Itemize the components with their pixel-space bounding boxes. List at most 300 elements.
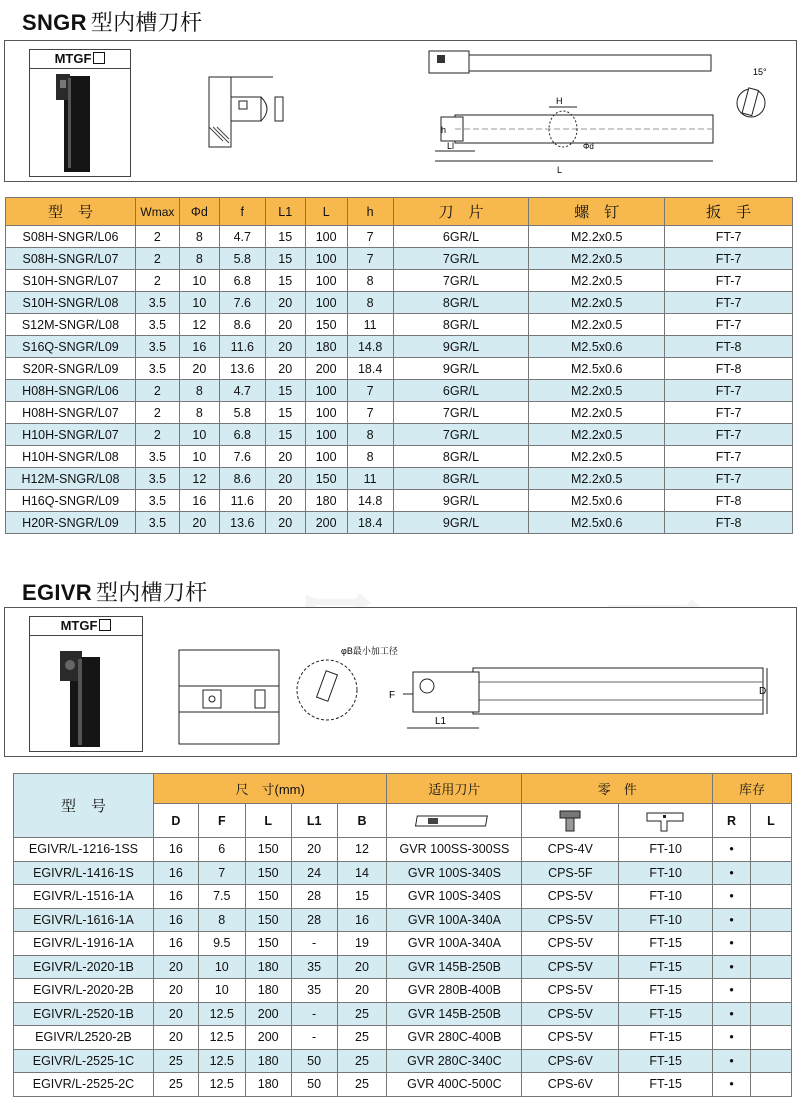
table-cell: - <box>291 1002 337 1026</box>
col-header-stock: 库存 <box>713 774 792 804</box>
table-cell: 15 <box>337 885 387 909</box>
table-cell: EGIVR/L-1516-1A <box>14 885 154 909</box>
table-cell: 20 <box>265 292 305 314</box>
stock-l-cell <box>751 1049 792 1073</box>
table-cell: H20R-SNGR/L09 <box>6 512 136 534</box>
table-cell: 180 <box>245 1073 291 1097</box>
table-cell: M2.2x0.5 <box>529 292 665 314</box>
section1-dim-phid: Φd <box>583 142 594 151</box>
col-header: h <box>347 198 393 226</box>
col-header-dims: 尺 寸(mm) <box>153 774 387 804</box>
table-cell: 10 <box>179 446 219 468</box>
table-cell: 20 <box>337 979 387 1003</box>
table-cell: EGIVR/L-2020-2B <box>14 979 154 1003</box>
table-cell: 8 <box>179 402 219 424</box>
table-cell: FT-8 <box>665 336 793 358</box>
stock-l-cell <box>751 955 792 979</box>
table-cell: CPS-5V <box>522 885 619 909</box>
table-cell: GVR 280C-400B <box>387 1026 522 1050</box>
stock-r-mark: • <box>713 932 751 956</box>
stock-l-cell <box>751 932 792 956</box>
table-cell: 20 <box>153 979 198 1003</box>
table-cell: 15 <box>265 248 305 270</box>
table-cell: 9GR/L <box>393 358 529 380</box>
table-cell: EGIVR/L-2520-1B <box>14 1002 154 1026</box>
table-cell: 8GR/L <box>393 468 529 490</box>
table-cell: 16 <box>153 885 198 909</box>
table-cell: M2.2x0.5 <box>529 468 665 490</box>
table-cell: 2 <box>135 226 179 248</box>
table-cell: FT-7 <box>665 380 793 402</box>
table-cell: 16 <box>337 908 387 932</box>
table-cell: 18.4 <box>347 512 393 534</box>
stock-r-mark: • <box>713 908 751 932</box>
table-cell: H10H-SNGR/L07 <box>6 424 136 446</box>
table-cell: 25 <box>337 1026 387 1050</box>
table-cell: 200 <box>305 512 347 534</box>
table-cell: 150 <box>245 885 291 909</box>
table-cell: H12M-SNGR/L08 <box>6 468 136 490</box>
table-cell: 2 <box>135 270 179 292</box>
col-header-model: 型 号 <box>14 774 154 838</box>
table-cell: 7GR/L <box>393 402 529 424</box>
table-cell: 6GR/L <box>393 226 529 248</box>
table-cell: 20 <box>265 358 305 380</box>
table-row <box>14 908 792 932</box>
stock-l-cell <box>751 861 792 885</box>
table-cell: 12 <box>337 838 387 862</box>
table-cell: 24 <box>291 861 337 885</box>
table-cell: M2.5x0.6 <box>529 512 665 534</box>
stock-l-cell <box>751 885 792 909</box>
table-cell: CPS-5V <box>522 908 619 932</box>
table-cell: 7 <box>347 226 393 248</box>
table-cell: 35 <box>291 955 337 979</box>
stock-r-mark: • <box>713 1073 751 1097</box>
table-cell: 6.8 <box>219 424 265 446</box>
table-cell: 3.5 <box>135 292 179 314</box>
table-cell: 19 <box>337 932 387 956</box>
table-cell: 7GR/L <box>393 424 529 446</box>
table-row <box>14 838 792 862</box>
table-cell: S08H-SNGR/L06 <box>6 226 136 248</box>
table-cell: FT-8 <box>665 490 793 512</box>
table-cell: H16Q-SNGR/L09 <box>6 490 136 512</box>
table-cell: FT-7 <box>665 292 793 314</box>
section2-figure-panel <box>4 607 797 757</box>
table-cell: 7.5 <box>198 885 245 909</box>
table-cell: 3.5 <box>135 358 179 380</box>
table-cell: 50 <box>291 1073 337 1097</box>
table-row <box>14 1073 792 1097</box>
table-row <box>14 955 792 979</box>
table-cell: 11.6 <box>219 336 265 358</box>
table-cell: FT-15 <box>619 1026 713 1050</box>
sub-col-header: B <box>337 804 387 838</box>
table-cell: 12.5 <box>198 1002 245 1026</box>
table-cell: FT-15 <box>619 932 713 956</box>
table-cell: 13.6 <box>219 512 265 534</box>
table-row <box>6 512 793 534</box>
col-header-parts: 零 件 <box>522 774 713 804</box>
table-cell: EGIVR/L-1916-1A <box>14 932 154 956</box>
table-cell: 13.6 <box>219 358 265 380</box>
section1-title-code: SNGR <box>22 10 87 35</box>
table-cell: M2.2x0.5 <box>529 248 665 270</box>
table-cell: 8.6 <box>219 468 265 490</box>
table-cell: CPS-5V <box>522 932 619 956</box>
table-cell: 8GR/L <box>393 292 529 314</box>
sub-col-header: F <box>198 804 245 838</box>
table-row <box>14 1026 792 1050</box>
section1-dim-h: h <box>441 125 447 135</box>
table-cell: GVR 145B-250B <box>387 1002 522 1026</box>
table-cell: 2 <box>135 248 179 270</box>
table-row <box>14 1002 792 1026</box>
table-cell: 180 <box>245 1049 291 1073</box>
stock-l-cell <box>751 908 792 932</box>
table-cell: 7 <box>198 861 245 885</box>
table-cell: 2 <box>135 402 179 424</box>
table-row <box>6 402 793 424</box>
table-cell: 9GR/L <box>393 490 529 512</box>
table-cell: 3.5 <box>135 512 179 534</box>
table-cell: 100 <box>305 446 347 468</box>
table-cell: EGIVR/L-2525-1C <box>14 1049 154 1073</box>
stock-r-mark: • <box>713 861 751 885</box>
table-cell: FT-7 <box>665 226 793 248</box>
table-cell: CPS-4V <box>522 838 619 862</box>
section1-figure-panel <box>4 40 797 182</box>
col-header: 型 号 <box>6 198 136 226</box>
stock-l-cell <box>751 1002 792 1026</box>
table-cell: 8 <box>179 248 219 270</box>
stock-r-mark: • <box>713 955 751 979</box>
stock-l-cell <box>751 979 792 1003</box>
table-cell: 8 <box>347 446 393 468</box>
table-cell: M2.2x0.5 <box>529 270 665 292</box>
col-header: 扳 手 <box>665 198 793 226</box>
section1-header-row <box>6 198 793 226</box>
table-cell: FT-10 <box>619 861 713 885</box>
table-cell: FT-10 <box>619 838 713 862</box>
table-cell: 7GR/L <box>393 270 529 292</box>
section1-tool-photo <box>29 49 131 177</box>
table-cell: 25 <box>153 1073 198 1097</box>
table-row <box>14 1049 792 1073</box>
table-cell: 3.5 <box>135 490 179 512</box>
table-cell: 4.7 <box>219 380 265 402</box>
table-cell: 20 <box>153 1002 198 1026</box>
sub-col-header: D <box>153 804 198 838</box>
table-cell: 180 <box>245 955 291 979</box>
table-cell: 9GR/L <box>393 512 529 534</box>
sub-col-header: L <box>245 804 291 838</box>
col-header: L1 <box>265 198 305 226</box>
table-cell: 20 <box>179 512 219 534</box>
table-cell: 180 <box>245 979 291 1003</box>
table-cell: 9.5 <box>198 932 245 956</box>
section2-spec-table <box>13 773 792 1097</box>
table-cell: 150 <box>245 932 291 956</box>
table-cell: 3.5 <box>135 446 179 468</box>
table-cell: 15 <box>265 270 305 292</box>
table-cell: FT-7 <box>665 402 793 424</box>
table-row <box>6 314 793 336</box>
table-cell: CPS-6V <box>522 1073 619 1097</box>
section2-title-code: EGIVR <box>22 580 92 605</box>
col-header: 刀 片 <box>393 198 529 226</box>
section2-dim-phiB: φB最小加工径 <box>341 646 398 656</box>
table-cell: FT-7 <box>665 446 793 468</box>
table-cell: 100 <box>305 402 347 424</box>
section1-tool-photo-drawing <box>30 70 130 176</box>
table-cell: FT-15 <box>619 1002 713 1026</box>
table-cell: 15 <box>265 380 305 402</box>
table-cell: FT-7 <box>665 468 793 490</box>
table-cell: 14.8 <box>347 336 393 358</box>
table-cell: FT-15 <box>619 1049 713 1073</box>
section2-side-view-diagram <box>383 648 773 768</box>
table-cell: 20 <box>265 512 305 534</box>
table-cell: 12.5 <box>198 1049 245 1073</box>
table-row <box>14 979 792 1003</box>
table-cell: 28 <box>291 885 337 909</box>
table-cell: 8 <box>347 292 393 314</box>
table-row <box>6 380 793 402</box>
table-cell: 28 <box>291 908 337 932</box>
sub-col-header: L <box>751 804 792 838</box>
table-cell: 20 <box>153 1026 198 1050</box>
table-cell: EGIVR/L-2020-1B <box>14 955 154 979</box>
table-cell: 180 <box>305 336 347 358</box>
table-cell: 8GR/L <box>393 314 529 336</box>
table-cell: M2.2x0.5 <box>529 226 665 248</box>
section2-groove-diagram <box>177 646 287 746</box>
table-cell: 50 <box>291 1049 337 1073</box>
table-cell: - <box>291 932 337 956</box>
table-cell: FT-7 <box>665 424 793 446</box>
section1-side-view-diagram <box>415 41 715 181</box>
section2-dim-F: F <box>389 690 396 701</box>
table-cell: FT-8 <box>665 358 793 380</box>
table-cell: GVR 100A-340A <box>387 908 522 932</box>
table-cell: 200 <box>305 358 347 380</box>
stock-r-mark: • <box>713 1002 751 1026</box>
table-cell: 100 <box>305 292 347 314</box>
table-cell: 10 <box>179 292 219 314</box>
table-cell: 8 <box>347 270 393 292</box>
table-cell: 14 <box>337 861 387 885</box>
table-cell: 12 <box>179 314 219 336</box>
table-cell: 15 <box>265 424 305 446</box>
table-cell: M2.5x0.6 <box>529 336 665 358</box>
table-cell: 6GR/L <box>393 380 529 402</box>
table-cell: FT-7 <box>665 270 793 292</box>
table-cell: FT-7 <box>665 314 793 336</box>
section1-title <box>22 6 202 37</box>
table-cell: M2.2x0.5 <box>529 402 665 424</box>
table-cell: 7.6 <box>219 446 265 468</box>
screw-icon <box>522 804 619 838</box>
table-cell: 20 <box>291 838 337 862</box>
insert-icon <box>387 804 522 838</box>
table-cell: CPS-5V <box>522 979 619 1003</box>
section2-table-body <box>14 838 792 1097</box>
table-row <box>6 424 793 446</box>
table-cell: H10H-SNGR/L08 <box>6 446 136 468</box>
table-row <box>6 336 793 358</box>
table-cell: 4.7 <box>219 226 265 248</box>
table-cell: 9GR/L <box>393 336 529 358</box>
table-cell: 25 <box>337 1002 387 1026</box>
table-cell: CPS-5F <box>522 861 619 885</box>
table-cell: 6.8 <box>219 270 265 292</box>
table-cell: 150 <box>305 468 347 490</box>
table-cell: 200 <box>245 1026 291 1050</box>
table-cell: 8 <box>179 380 219 402</box>
sub-col-header: R <box>713 804 751 838</box>
table-cell: S10H-SNGR/L08 <box>6 292 136 314</box>
table-row <box>6 446 793 468</box>
table-cell: 150 <box>305 314 347 336</box>
table-cell: FT-15 <box>619 955 713 979</box>
table-cell: 10 <box>179 424 219 446</box>
table-cell: CPS-5V <box>522 1002 619 1026</box>
table-cell: 5.8 <box>219 402 265 424</box>
table-cell: 11.6 <box>219 490 265 512</box>
table-cell: 20 <box>179 358 219 380</box>
table-cell: 20 <box>265 314 305 336</box>
table-cell: CPS-5V <box>522 955 619 979</box>
table-cell: GVR 145B-250B <box>387 955 522 979</box>
table-cell: 5.8 <box>219 248 265 270</box>
table-cell: GVR 100S-340S <box>387 861 522 885</box>
table-cell: CPS-6V <box>522 1049 619 1073</box>
stock-l-cell <box>751 838 792 862</box>
table-row <box>14 861 792 885</box>
table-cell: H08H-SNGR/L06 <box>6 380 136 402</box>
table-cell: 100 <box>305 424 347 446</box>
section1-dim-angle: 15° <box>753 67 767 77</box>
table-row <box>6 270 793 292</box>
table-row <box>6 490 793 512</box>
section1-dim-H: H <box>556 96 563 106</box>
table-cell: 3.5 <box>135 314 179 336</box>
table-cell: 20 <box>337 955 387 979</box>
table-cell: 180 <box>305 490 347 512</box>
table-cell: 100 <box>305 270 347 292</box>
section2-tool-photo-drawing <box>30 637 142 751</box>
table-cell: 3.5 <box>135 468 179 490</box>
table-cell: 10 <box>198 979 245 1003</box>
table-row <box>6 248 793 270</box>
table-cell: 100 <box>305 226 347 248</box>
table-cell: 100 <box>305 380 347 402</box>
table-cell: S08H-SNGR/L07 <box>6 248 136 270</box>
table-cell: 150 <box>245 908 291 932</box>
table-cell: M2.5x0.6 <box>529 490 665 512</box>
section2-tool-photo <box>29 616 143 752</box>
col-header: f <box>219 198 265 226</box>
table-cell: 25 <box>337 1049 387 1073</box>
section2-title <box>22 576 207 607</box>
stock-r-mark: • <box>713 1049 751 1073</box>
table-row <box>6 292 793 314</box>
table-cell: 11 <box>347 468 393 490</box>
table-cell: 6 <box>198 838 245 862</box>
table-cell: 8 <box>198 908 245 932</box>
table-cell: FT-8 <box>665 512 793 534</box>
table-cell: 16 <box>153 861 198 885</box>
table-cell: 15 <box>265 402 305 424</box>
table-cell: 8 <box>347 424 393 446</box>
table-cell: GVR 100SS-300SS <box>387 838 522 862</box>
table-cell: H08H-SNGR/L07 <box>6 402 136 424</box>
col-header: 螺 钉 <box>529 198 665 226</box>
table-cell: 16 <box>153 908 198 932</box>
table-row <box>6 226 793 248</box>
table-cell: 7 <box>347 248 393 270</box>
table-cell: 7GR/L <box>393 248 529 270</box>
table-cell: 20 <box>265 468 305 490</box>
wrench-icon <box>619 804 713 838</box>
table-cell: 7.6 <box>219 292 265 314</box>
table-cell: 100 <box>305 248 347 270</box>
table-row <box>14 932 792 956</box>
table-cell: GVR 280B-400B <box>387 979 522 1003</box>
section2-thumb-label: MTGF <box>30 617 142 636</box>
section1-groove-diagram <box>203 71 293 161</box>
table-cell: 8.6 <box>219 314 265 336</box>
table-cell: 200 <box>245 1002 291 1026</box>
table-cell: 150 <box>245 861 291 885</box>
table-cell: GVR 400C-500C <box>387 1073 522 1097</box>
section2-title-cn: 型内槽刀杆 <box>95 580 208 605</box>
table-row <box>14 885 792 909</box>
col-header: L <box>305 198 347 226</box>
section1-thumb-label: MTGF <box>30 50 130 69</box>
table-cell: M2.2x0.5 <box>529 380 665 402</box>
table-cell: 10 <box>179 270 219 292</box>
table-cell: M2.2x0.5 <box>529 314 665 336</box>
section1-title-cn: 型内槽刀杆 <box>90 10 203 35</box>
table-cell: 2 <box>135 380 179 402</box>
table-cell: GVR 280C-340C <box>387 1049 522 1073</box>
table-cell: EGIVR/L-2525-2C <box>14 1073 154 1097</box>
table-cell: 11 <box>347 314 393 336</box>
table-cell: 8GR/L <box>393 446 529 468</box>
table-cell: 12 <box>179 468 219 490</box>
section2-dim-L1: L1 <box>435 716 447 727</box>
table-cell: 12.5 <box>198 1073 245 1097</box>
table-cell: 16 <box>153 838 198 862</box>
table-cell: EGIVR/L-1216-1SS <box>14 838 154 862</box>
section2-dim-D: D <box>759 686 767 697</box>
stock-l-cell <box>751 1026 792 1050</box>
table-cell: FT-15 <box>619 1073 713 1097</box>
table-cell: S10H-SNGR/L07 <box>6 270 136 292</box>
col-header: Φd <box>179 198 219 226</box>
table-cell: 7 <box>347 402 393 424</box>
col-header: Wmax <box>135 198 179 226</box>
table-cell: M2.2x0.5 <box>529 424 665 446</box>
stock-l-cell <box>751 1073 792 1097</box>
table-cell: 14.8 <box>347 490 393 512</box>
section1-spec-table <box>5 197 793 534</box>
table-cell: CPS-5V <box>522 1026 619 1050</box>
table-cell: 16 <box>179 336 219 358</box>
